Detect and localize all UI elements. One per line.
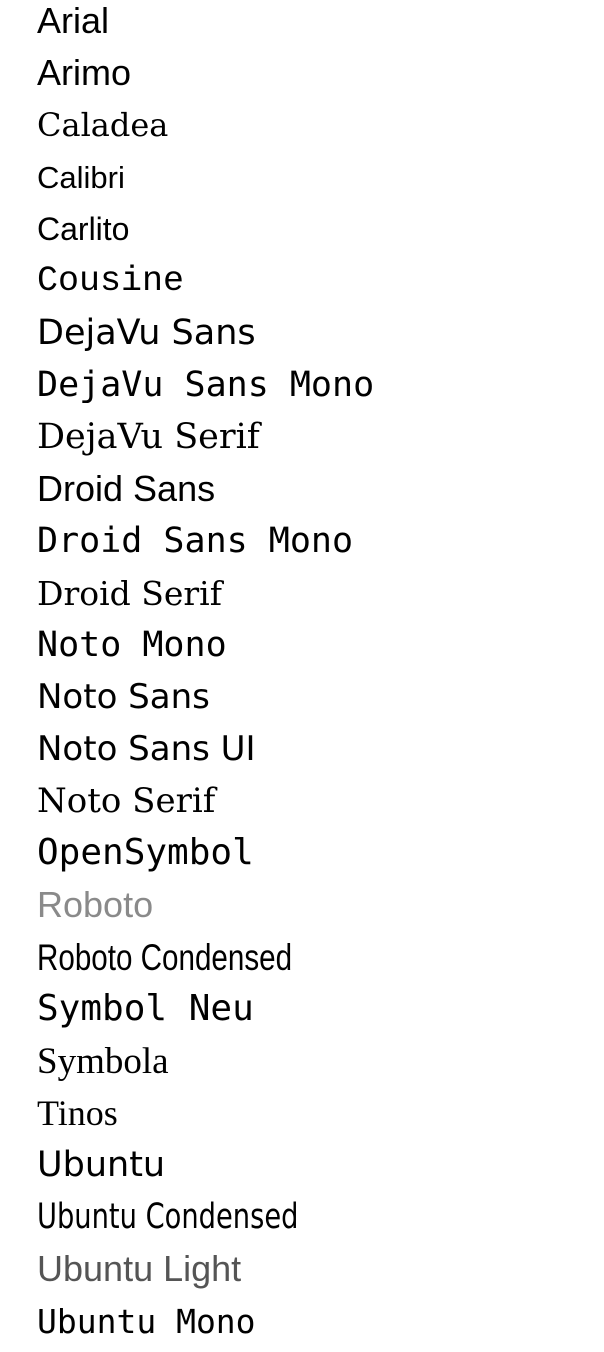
font-name-label: Droid Sans Mono xyxy=(37,520,354,561)
font-name-label: Arial xyxy=(37,0,110,41)
font-item-dejavu-sans-mono xyxy=(0,359,604,411)
font-name-label: Caladea xyxy=(37,106,169,144)
font-name-label: Symbola xyxy=(37,1040,169,1082)
font-name-label: Roboto Condensed xyxy=(37,936,293,978)
font-item-opensymbol xyxy=(0,827,604,879)
font-name-label: Ubuntu xyxy=(37,1144,166,1185)
font-item-dejavu-sans xyxy=(0,307,604,359)
font-item-arimo xyxy=(0,47,604,99)
font-name-label: DejaVu Sans Mono xyxy=(37,364,375,405)
font-item-droid-serif xyxy=(0,567,604,619)
font-item-droid-sans xyxy=(0,463,604,515)
font-name-label: Droid Serif xyxy=(37,573,222,613)
font-item-droid-sans-mono xyxy=(0,515,604,567)
font-item-tinos xyxy=(0,1087,604,1139)
font-item-caladea xyxy=(0,99,604,151)
font-name-label: Cousine xyxy=(37,260,185,301)
font-item-ubuntu-light xyxy=(0,1243,604,1295)
font-item-ubuntu-mono xyxy=(0,1295,604,1347)
font-name-label: DejaVu Serif xyxy=(37,416,260,457)
font-item-arial xyxy=(0,0,604,47)
font-name-label: Ubuntu Light xyxy=(37,1248,242,1289)
font-item-symbol-neu xyxy=(0,983,604,1035)
font-item-noto-sans xyxy=(0,671,604,723)
font-name-label: DejaVu Sans xyxy=(37,312,256,353)
font-item-roboto xyxy=(0,879,604,931)
font-item-ubuntu-condensed xyxy=(0,1191,604,1243)
font-name-label: Roboto xyxy=(37,884,154,925)
font-name-label: Calibri xyxy=(37,159,125,195)
font-name-label: Symbol Neu xyxy=(37,988,254,1029)
font-name-label: Arimo xyxy=(37,52,132,93)
font-name-label: Carlito xyxy=(37,211,130,247)
font-item-roboto-condensed xyxy=(0,931,604,983)
font-item-noto-serif xyxy=(0,775,604,827)
font-item-dejavu-serif xyxy=(0,411,604,463)
font-name-label: Noto Serif xyxy=(37,781,216,821)
font-name-label: Ubuntu Mono xyxy=(37,1301,256,1341)
font-name-label: Droid Sans xyxy=(37,468,216,509)
font-item-noto-sans-ui xyxy=(0,723,604,775)
font-item-noto-mono xyxy=(0,619,604,671)
font-name-label: Tinos xyxy=(37,1093,118,1133)
font-item-carlito xyxy=(0,203,604,255)
font-item-cousine xyxy=(0,255,604,307)
font-item-ubuntu xyxy=(0,1139,604,1191)
font-name-label: Noto Sans UI xyxy=(37,729,256,769)
font-item-calibri xyxy=(0,151,604,203)
font-name-label: Noto Mono xyxy=(37,624,227,665)
font-item-symbola xyxy=(0,1035,604,1087)
font-name-label: Ubuntu Condensed xyxy=(37,1196,299,1237)
font-name-label: Noto Sans xyxy=(37,677,210,717)
font-name-label: OpenSymbol xyxy=(37,832,254,873)
